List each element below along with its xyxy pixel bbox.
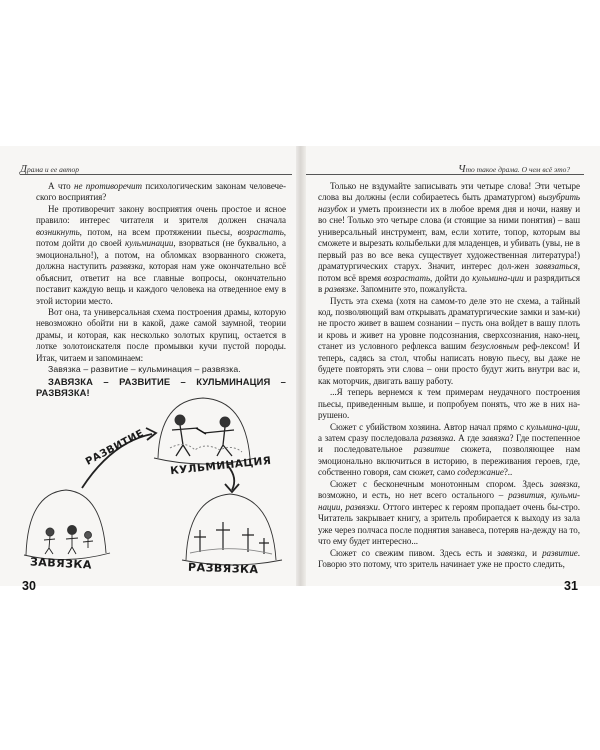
right-page-body xyxy=(318,181,580,570)
right-paragraph-6: Сюжет со свежим пивом. Здесь есть и завязка, и развитие. Говорю это потому, что зритель начинает уже не просто следить, xyxy=(318,547,580,569)
left-paragraph-3: Вот она, та универсальная схема построения драмы, которую невозможно обойти ни в какой, даже самой заумной, теории драмы, и которая, как несколько золотых крупиц, остается в лотке золотоискателя после промывки кучи пустой породы. Итак, читаем и запоминаем: xyxy=(36,306,286,363)
dome-kulminaciya xyxy=(158,398,250,458)
drama-structure-illustration xyxy=(20,390,290,575)
right-paragraph-3: ...Я теперь вернемся к тем примерам неудачного построения пьесы, приведенным выше, и попробуем понять, что же в них на-рушено. xyxy=(318,387,580,421)
right-paragraph-4: Сюжет с убийством хозяина. Автор начал прямо с кульмина-ции, а затем сразу последовала развязка. А где завязка? Где постепенное и последовательное развитие сюжета, позволяющее нам эмоционально включиться в историю, в переживания героев, где, собственно говоря, сам сюжет, само содержание?.. xyxy=(318,421,580,478)
left-paragraph-1: А что не противоречит психологическим законам человече-ского восприятия? xyxy=(36,181,286,203)
left-page-body xyxy=(36,181,286,399)
right-running-header: Что такое драма. О чем всё это? xyxy=(458,163,571,175)
right-paragraph-2: Пусть эта схема (хотя на самом-то деле это не схема, а тайный код, позволяющий вам открывать драматургические замки и зам-ки) не просто живет в вашем сознании – пусть она войдет в вашу плоть и кровь и живет на уровне подсознания, сверхсознания, нако-нец, станет из условного рефлекса вашим безусловным реф-лексом! И теперь, садясь за стол, чтобы написать новую пьесу, вы даже не будете повторять эти слова – они просто будут жить внутри вас и, как моторчик, двигать вашу работу. xyxy=(318,295,580,386)
label-zavyazka: ЗАВЯЗКА xyxy=(29,555,93,572)
dome-zavyazka xyxy=(26,490,106,555)
right-header-rule xyxy=(306,174,584,175)
right-page-number: 31 xyxy=(564,579,578,593)
label-razvitie: РАЗВИТИЕ xyxy=(84,427,146,468)
illustration-drawing xyxy=(20,390,290,575)
formula-plain: Завязка – развитие – кульминация – развязка. xyxy=(48,364,241,375)
label-kulminaciya: КУЛЬМИНАЦИЯ xyxy=(169,454,273,478)
label-razvyazka: РАЗВЯЗКА xyxy=(187,560,259,577)
book-gutter xyxy=(296,146,306,586)
right-paragraph-1: Только не вздумайте записывать эти четыре слова! Эти четыре слова вы должны (если собираетесь быть драматургом) вызубрить назубок и уметь произнести их в любое время дня и ночи, наяву и во сне! Только это четыре слова (и стоящие за ними понятия) – ваш универсальный инструмент, вам, если хотите, топор, которым вы сможете и вырезать колыбельки для младенцев, и убивать (увы, не в первый раз во все века существует художественная литература!) драматургических старух. Значит, интерес дол-жен завязаться, потом всё время возрастать, дойти до кульмина-ции и разрядиться в развязке. Запомните это, пожалуйста. xyxy=(318,181,581,295)
formula-bold: ЗАВЯЗКА – РАЗВИТИЕ – КУЛЬМИНАЦИЯ – РАЗВЯЗКА! xyxy=(36,375,286,399)
right-paragraph-5: Сюжет с бесконечным монотонным спором. Здесь завязка, возможно, и есть, но нет всего остального – развития, кульми-нации, развязки. Оттого интерес к героям пропадает очень бы-стро. Читатель закрывает книгу, а зритель пробирается к выходу из зала уже через полчаса после поднятия занавеса, потеряв на-дежду на то, что ему будет интересно... xyxy=(318,478,580,547)
left-page-number: 30 xyxy=(22,579,36,593)
left-paragraph-2: Не противоречит закону восприятия очень простое и ясное правило: интерес читателя и зрителя должен сначала возникнуть, потом, на всем протяжении пьесы, возрастать, потом дойти до своей кульминации, взорваться (не буквально, а эмоционально!), а потом, на обломках взорванного сюжета, должна наступить развязка, которая нам уже окончательно всё объяснит, ответит на все главные вопросы, окончательно поставит каждую вещь и каждого человека на отведенное ему в этой истории место. xyxy=(36,203,287,306)
left-running-header: Драма и ее автор xyxy=(20,163,79,175)
left-header-rule xyxy=(20,174,292,175)
